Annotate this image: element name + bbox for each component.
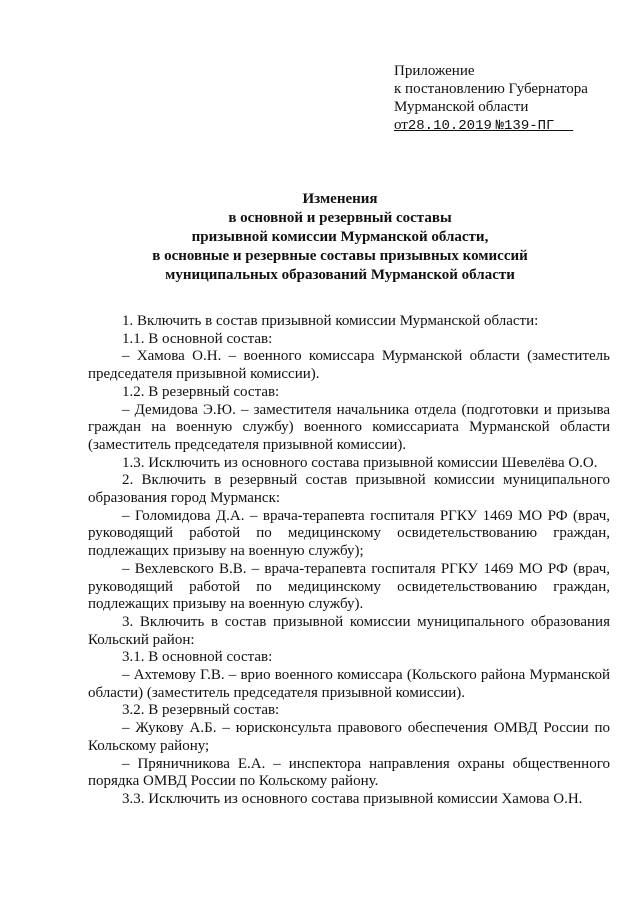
date-prefix: от (394, 117, 408, 133)
paragraph: – Жукову А.Б. – юрисконсульта правового обеспечения ОМВД России по Кольскому району; (88, 720, 610, 754)
appendix-block (394, 62, 588, 135)
decree-number: №139-ПГ (495, 118, 555, 134)
paragraph: 1.1. В основной состав: (122, 330, 273, 347)
paragraph: – Пряничникова Е.А. – инспектора направления охраны общественного порядка ОМВД России по Кольскому району. (88, 755, 610, 790)
document-title (90, 190, 590, 285)
paragraph: 1.3. Исключить из основного состава призывной комиссии Шевелёва О.О. (122, 454, 598, 471)
title-line-1: Изменения (302, 191, 378, 207)
appendix-label: Приложение (394, 63, 475, 79)
paragraph: 2. Включить в резервный состав призывной комиссии муниципального образования город Мурманск: (88, 472, 610, 507)
appendix-date-line (394, 116, 588, 135)
title-line-2: в основной и резервный составы (228, 210, 452, 226)
decree-date: 28.10.2019 (407, 118, 492, 134)
paragraph: 1. Включить в состав призывной комиссии Мурманской области: (122, 313, 539, 329)
document-body (88, 313, 610, 809)
paragraph: 1.2. В резервный состав: (122, 383, 280, 400)
paragraph: – Хамова О.Н. – военного комиссара Мурманской области (заместитель председателя призывной комиссии). (88, 348, 610, 383)
paragraph: 3.2. В резервный состав: (122, 702, 280, 719)
paragraph: 3.1. В основной состав: (122, 649, 273, 666)
appendix-decree-ref: к постановлению Губернатора (394, 81, 588, 97)
paragraph: – Вехлевского В.В. – врача-терапевта госпиталя РГКУ 1469 МО РФ (врач, руководящий работой по медицинскому освидетельствованию граждан, подлежащих призыву на военную службу). (88, 560, 610, 613)
paragraph: 3. Включить в состав призывной комиссии муниципального образования Кольский район: (88, 613, 610, 648)
appendix-region: Мурманской области (394, 99, 529, 115)
paragraph: 3.3. Исключить из основного состава призывной комиссии Хамова О.Н. (122, 790, 583, 807)
paragraph: – Голомидова Д.А. – врача-терапевта госпиталя РГКУ 1469 МО РФ (врач, руководящий работой по медицинскому освидетельствованию граждан, подлежащих призыву на военную службу); (88, 507, 610, 560)
title-line-5: муниципальных образований Мурманской области (165, 267, 515, 283)
paragraph: – Ахтемову Г.В. – врио военного комиссара (Кольского района Мурманской области) (заместитель председателя призывной комиссии). (88, 667, 610, 701)
paragraph: – Демидова Э.Ю. – заместителя начальника отдела (подготовки и призыва граждан на военную службу) военного комиссариата Мурманской области (заместитель председателя призывной комиссии). (88, 401, 610, 453)
title-line-3: призывной комиссии Мурманской области, (191, 229, 489, 245)
title-line-4: в основные и резервные составы призывных комиссий (152, 248, 528, 264)
